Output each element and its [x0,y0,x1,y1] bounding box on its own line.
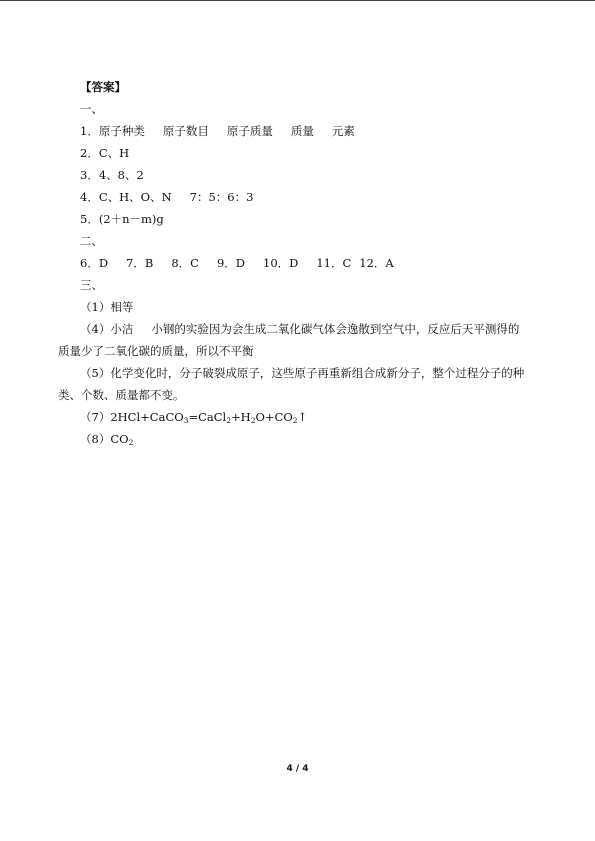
q4-elements: 4．C、H、O、N [80,190,172,204]
answer-3-4 [80,322,519,336]
q1-item: 质量 [290,124,314,138]
choice-answer: 7．B [126,256,154,270]
answer-3-1: （1）相等 [80,300,134,314]
answer-heading: 【答案】 [80,80,126,94]
q4-ratio: 7：5：6：3 [189,190,254,204]
answer-q1 [80,124,355,138]
answer-q3: 3．4、8、2 [80,168,144,182]
section-one-label: 一、 [80,102,103,116]
choice-answer: 10．D [263,256,299,270]
answer-3-4-label: （4）小洁 [80,322,134,336]
choice-answer: 8．C [171,256,199,270]
section-three-label: 三、 [80,278,103,292]
choice-answer: 9．D [216,256,245,270]
answer-3-4-continuation: 质量少了二氧化碳的质量，所以不平衡 [58,344,254,358]
equation-subscript: 2 [250,416,256,425]
q1-item: 原子种类 [98,124,145,138]
equation-subscript: 2 [226,416,232,425]
q1-item: 原子质量 [226,124,273,138]
answer-3-7-equation [80,410,307,424]
equation-subscript: 3 [183,416,189,425]
top-border-line [0,0,595,1]
q1-number: 1． [80,124,99,138]
answer-q4 [80,190,253,204]
answer-q5: 5．(2＋n－m)g [80,212,164,226]
answer-3-5-continuation: 类、个数、质量都不变。 [58,388,185,402]
equation-subscript: 2 [292,416,298,425]
answer-3-8-label: （8） [80,432,111,446]
multiple-choice-answers [80,256,394,270]
choice-answer: 11．C [316,256,352,270]
answer-3-7-label: （7） [80,410,111,424]
answer-q2: 2．C、H [80,146,130,160]
equation-part: =CaCl [188,410,227,424]
equation-part: O+CO [255,410,293,424]
choice-answer: 12．A [359,256,394,270]
answer-3-5: （5）化学变化时，分子破裂成原子，这些原子再重新组合成新分子，整个过程分子的种 [80,366,525,380]
gas-arrow-icon: ↑ [297,410,308,424]
q1-item: 元素 [331,124,355,138]
equation-part: +H [231,410,251,424]
equation-part: 2HCl+CaCO [110,410,184,424]
choice-answer: 6．D [80,256,109,270]
section-two-label: 二、 [80,234,103,248]
q1-item: 原子数目 [162,124,209,138]
co2-formula: CO [110,432,129,446]
answer-3-4-text: 小钢的实验因为会生成二氧化碳气体会逸散到空气中，反应后天平测得的 [151,322,520,336]
co2-subscript: 2 [128,438,134,447]
page-number: 4 / 4 [286,764,309,774]
answer-3-8 [80,432,133,446]
